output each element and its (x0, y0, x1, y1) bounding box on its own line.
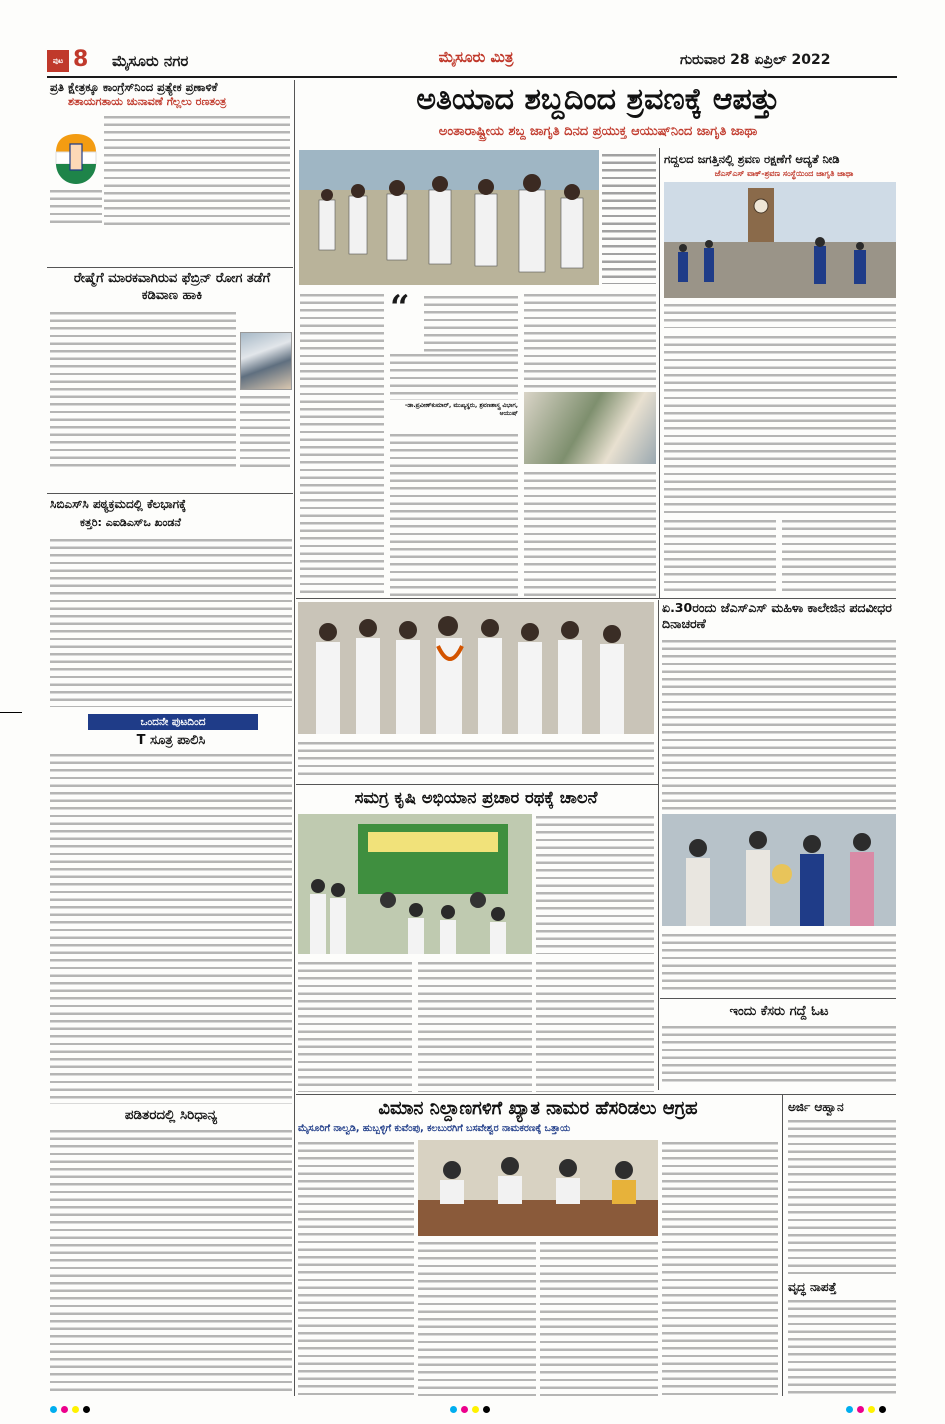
procession-illustration (299, 150, 599, 285)
right-body (664, 334, 896, 516)
group-photo (298, 602, 654, 734)
fever-portrait (240, 332, 292, 390)
congress-body (104, 114, 290, 226)
congress-body-2 (50, 188, 102, 226)
page-number: 8 (73, 47, 89, 72)
jss-body (662, 638, 896, 810)
continued-bar: ಒಂದನೇ ಪುಟದಿಂದ (88, 714, 258, 730)
cbse-body (50, 537, 292, 707)
millets-body (50, 1128, 292, 1396)
elderly-headline: ವೃದ್ಧ ನಾಪತ್ತೆ (788, 1280, 837, 1294)
lead-inline-photo (524, 392, 656, 464)
lead-attribution: -ಡಾ.ಪ್ರವೀಣ್‌ಕುಮಾರ್, ಮುಖ್ಯಸ್ಥರು, ಶ್ರವಣಶಾಸ್ತ್ರ ವಿಭಾಗ, ಆಯುಷ್ (404, 402, 518, 417)
crop-mark (0, 712, 22, 713)
jss-caption (662, 932, 896, 992)
brand-logo: ಮೈಸೂರು ಮಿತ್ರ (438, 48, 514, 66)
registration-marks-right (846, 1406, 886, 1413)
airport-subhead: ಮೈಸೂರಿಗೆ ನಾಲ್ವಡಿ, ಹುಬ್ಬಳ್ಳಿಗೆ ಕುವೆಂಪು, ಕಲಬುರಗಿಗೆ ಬಸವೇಶ್ವರ ನಾಮಕರಣಕ್ಕೆ ಒತ್ತಾಯ (298, 1123, 571, 1134)
right-subhead: ಜೆಎಸ್‌ಎಸ್ ವಾಕ್-ಶ್ರವಣ ಸಂಸ್ಥೆಯಿಂದ ಜಾಗೃತಿ ಜಾಥಾ (714, 169, 854, 178)
lead-photo-caption (602, 152, 656, 284)
clock-tower-illustration (664, 182, 896, 298)
airport-headline: ವಿಮಾನ ನಿಲ್ದಾಣಗಳಿಗೆ ಖ್ಯಾತ ನಾಮರ ಹೆಸರಿಡಲು ಆಗ್ರಹ (378, 1098, 698, 1119)
elderly-body (788, 1298, 896, 1396)
congress-headline: ಪ್ರತಿ ಕ್ಷೇತ್ರಕ್ಕೂ ಕಾಂಗ್ರೆಸ್‌ನಿಂದ ಪ್ರತ್ಯೇಕ ಪ್ರಣಾಳಿಕೆ (50, 80, 218, 94)
krishi-photo (298, 814, 532, 954)
lead-headline: ಅತಿಯಾದ ಶಬ್ದದಿಂದ ಶ್ರವಣಕ್ಕೆ ಆಪತ್ತು (416, 82, 780, 117)
lead-quote-text (424, 294, 518, 352)
campaign-vehicle-illustration (298, 814, 532, 954)
lead-body-col3 (524, 292, 656, 388)
page-number-badge (47, 50, 69, 72)
lead-quote-mark: “ (390, 288, 410, 328)
ede-headline: ಇಂದು ಕೆಸರು ಗದ್ದೆ ಓಟ (729, 1004, 829, 1019)
airport-photo (418, 1140, 658, 1236)
notice-body (788, 1118, 896, 1274)
krishi-body-3 (536, 960, 654, 1092)
ede-body (662, 1024, 896, 1086)
continued-headline: T ಸೂತ್ರ ಪಾಲಿಸಿ (136, 733, 206, 748)
award-ceremony-illustration (662, 814, 896, 926)
lead-body-col1 (300, 292, 384, 596)
fever-body-2 (240, 394, 290, 470)
date-line: ಗುರುವಾರ 28 ಏಪ್ರಿಲ್ 2022 (680, 52, 831, 68)
lead-body-col3b (524, 470, 656, 596)
airport-body-4 (662, 1140, 778, 1396)
right-headline: ಗದ್ದಲದ ಜಗತ್ತಿನಲ್ಲಿ ಶ್ರವಣ ರಕ್ಷಣೆಗೆ ಆದ್ಯತೆ ನೀಡಿ (664, 152, 840, 166)
cbse-headline: ಸಿಬಿಎಸ್‌ಸಿ ಪಠ್ಯಕ್ರಮದಲ್ಲಿ ಕೆಲಭಾಗಕ್ಕೆ (50, 497, 187, 511)
group-photo-caption (298, 740, 654, 780)
registration-marks-center (450, 1406, 490, 1413)
press-meet-illustration (418, 1140, 658, 1236)
airport-body-3 (540, 1240, 658, 1396)
congress-logo (52, 130, 100, 188)
airport-body-1 (298, 1140, 414, 1396)
notice-headline: ಅರ್ಜಿ ಆಹ್ವಾನ (788, 1100, 844, 1114)
jss-photo (662, 814, 896, 926)
lead-photo (299, 150, 599, 285)
section-title: ಮೈಸೂರು ನಗರ (112, 52, 189, 70)
fever-body (50, 310, 236, 470)
lead-quote-cont (390, 352, 518, 400)
cbse-subhead: ಕತ್ತರಿ: ಎಐಡಿಎಸ್‌ಒ ಖಂಡನೆ (80, 516, 181, 529)
registration-marks-left (50, 1406, 90, 1413)
lead-body-col2 (390, 432, 518, 596)
masthead-rule (47, 76, 897, 78)
airport-body-2 (418, 1240, 536, 1396)
group-photo-illustration (298, 602, 654, 734)
krishi-headline: ಸಮಗ್ರ ಕೃಷಿ ಅಭಿಯಾನ ಪ್ರಚಾರ ರಥಕ್ಕೆ ಚಾಲನೆ (354, 788, 598, 807)
jss-headline: ಏ.30ರಂದು ಜೆಎಸ್‌ಎಸ್ ಮಹಿಳಾ ಕಾಲೇಜಿನ ಪದವೀಧರ ದಿನಾಚರಣೆ (662, 600, 892, 631)
congress-subhead: ಶತಾಯಗತಾಯ ಚುನಾವಣೆ ಗೆಲ್ಲಲು ರಣತಂತ್ರ (68, 95, 227, 108)
right-photo (664, 182, 896, 298)
krishi-body-side (536, 814, 654, 954)
krishi-body-2 (418, 960, 532, 1092)
lead-subhead: ಅಂತಾರಾಷ್ಟ್ರೀಯ ಶಬ್ದ ಜಾಗೃತಿ ದಿನದ ಪ್ರಯುಕ್ತ ಆಯುಷ್‌ನಿಂದ ಜಾಗೃತಿ ಜಾಥಾ (438, 124, 758, 139)
krishi-body-1 (298, 960, 412, 1092)
page-label: ಪುಟ (52, 57, 64, 65)
right-photo-caption (664, 302, 896, 328)
fever-headline: ರೇಷ್ಮೆಗೆ ಮಾರಕವಾಗಿರುವ ಫೆಬ್ರಿನ್ ರೋಗ ತಡೆಗೆ ಕಡಿವಾಣ ಹಾಕಿ (73, 271, 271, 303)
millets-headline: ಪಡಿತರದಲ್ಲಿ ಸಿರಿಧಾನ್ಯ (124, 1107, 218, 1123)
continued-body (50, 752, 292, 1104)
